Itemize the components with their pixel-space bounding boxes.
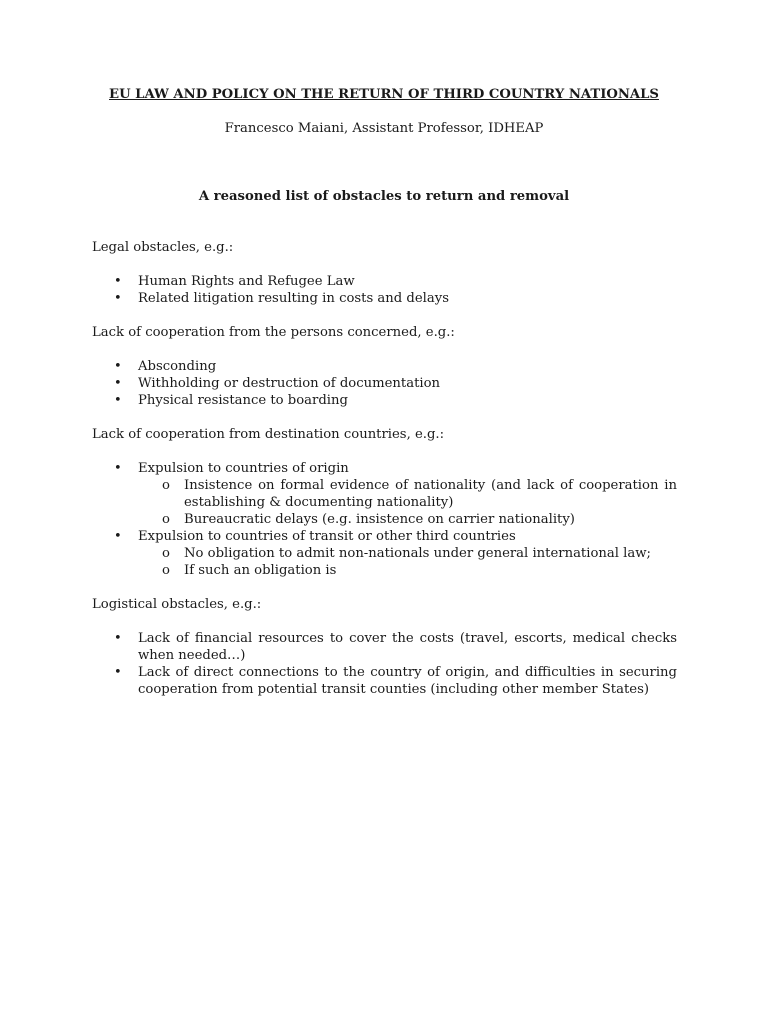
sub-bullet-icon: o bbox=[162, 512, 170, 527]
sub-bullet-list bbox=[138, 477, 677, 528]
bullet-icon: • bbox=[114, 274, 122, 289]
section-destination-countries bbox=[92, 426, 677, 579]
bullet-icon: • bbox=[114, 359, 122, 374]
list-item bbox=[92, 664, 677, 698]
sub-list-item bbox=[138, 511, 677, 528]
section-legal-obstacles bbox=[92, 239, 677, 307]
sub-bullet-icon: o bbox=[162, 478, 170, 493]
list-item bbox=[92, 290, 677, 307]
bullet-icon: • bbox=[114, 461, 122, 476]
list-item-text: Human Rights and Refugee Law bbox=[138, 274, 355, 289]
bullet-icon: • bbox=[114, 529, 122, 544]
bullet-list bbox=[92, 630, 677, 698]
list-item bbox=[92, 528, 677, 579]
list-item-text: Absconding bbox=[138, 359, 217, 374]
bullet-icon: • bbox=[114, 376, 122, 391]
list-item bbox=[92, 375, 677, 392]
bullet-icon: • bbox=[114, 291, 122, 306]
list-item bbox=[92, 630, 677, 664]
list-item bbox=[92, 273, 677, 290]
list-item-text: Withholding or destruction of documentation bbox=[138, 376, 441, 391]
sub-list-item bbox=[138, 545, 677, 562]
sub-list-item bbox=[138, 477, 677, 511]
list-item-text: Physical resistance to boarding bbox=[138, 393, 348, 408]
bullet-list bbox=[92, 273, 677, 307]
section-heading: Logistical obstacles, e.g.: bbox=[92, 597, 262, 612]
list-item-text: Lack of direct connections to the country of origin, and difficulties in securing cooperation from potential transit counties (including other member States) bbox=[138, 665, 677, 697]
list-item bbox=[92, 358, 677, 375]
list-item bbox=[92, 460, 677, 528]
document-subtitle: A reasoned list of obstacles to return and removal bbox=[198, 189, 570, 204]
section-heading: Lack of cooperation from the persons concerned, e.g.: bbox=[92, 325, 455, 340]
list-item-text: Related litigation resulting in costs and delays bbox=[138, 291, 449, 306]
list-item-text: Expulsion to countries of transit or other third countries bbox=[138, 529, 516, 544]
section-persons-concerned bbox=[92, 324, 677, 409]
section-logistical-obstacles bbox=[92, 596, 677, 698]
section-heading: Lack of cooperation from destination countries, e.g.: bbox=[92, 427, 445, 442]
sub-list-item-text: Bureaucratic delays (e.g. insistence on carrier nationality) bbox=[184, 512, 575, 527]
sub-list-item bbox=[138, 562, 677, 579]
list-item bbox=[92, 392, 677, 409]
document-body bbox=[92, 239, 677, 715]
sub-list-item-text: No obligation to admit non-nationals under general international law; bbox=[184, 546, 651, 561]
author-line: Francesco Maiani, Assistant Professor, IDHEAP bbox=[224, 121, 544, 136]
sub-bullet-list bbox=[138, 545, 677, 579]
bullet-icon: • bbox=[114, 665, 122, 680]
document-title: EU LAW AND POLICY ON THE RETURN OF THIRD COUNTRY NATIONALS bbox=[109, 87, 659, 102]
sub-bullet-icon: o bbox=[162, 546, 170, 561]
bullet-list bbox=[92, 358, 677, 409]
sub-list-item-text: Insistence on formal evidence of nationality (and lack of cooperation in establishing & documenting nationality) bbox=[184, 478, 677, 510]
list-item-text: Expulsion to countries of origin bbox=[138, 461, 349, 476]
bullet-icon: • bbox=[114, 631, 122, 646]
bullet-icon: • bbox=[114, 393, 122, 408]
sub-list-item-text: If such an obligation is bbox=[184, 563, 337, 578]
bullet-list bbox=[92, 460, 677, 579]
sub-bullet-icon: o bbox=[162, 563, 170, 578]
list-item-text: Lack of financial resources to cover the costs (travel, escorts, medical checks when needed…) bbox=[138, 631, 677, 663]
section-heading: Legal obstacles, e.g.: bbox=[92, 240, 234, 255]
